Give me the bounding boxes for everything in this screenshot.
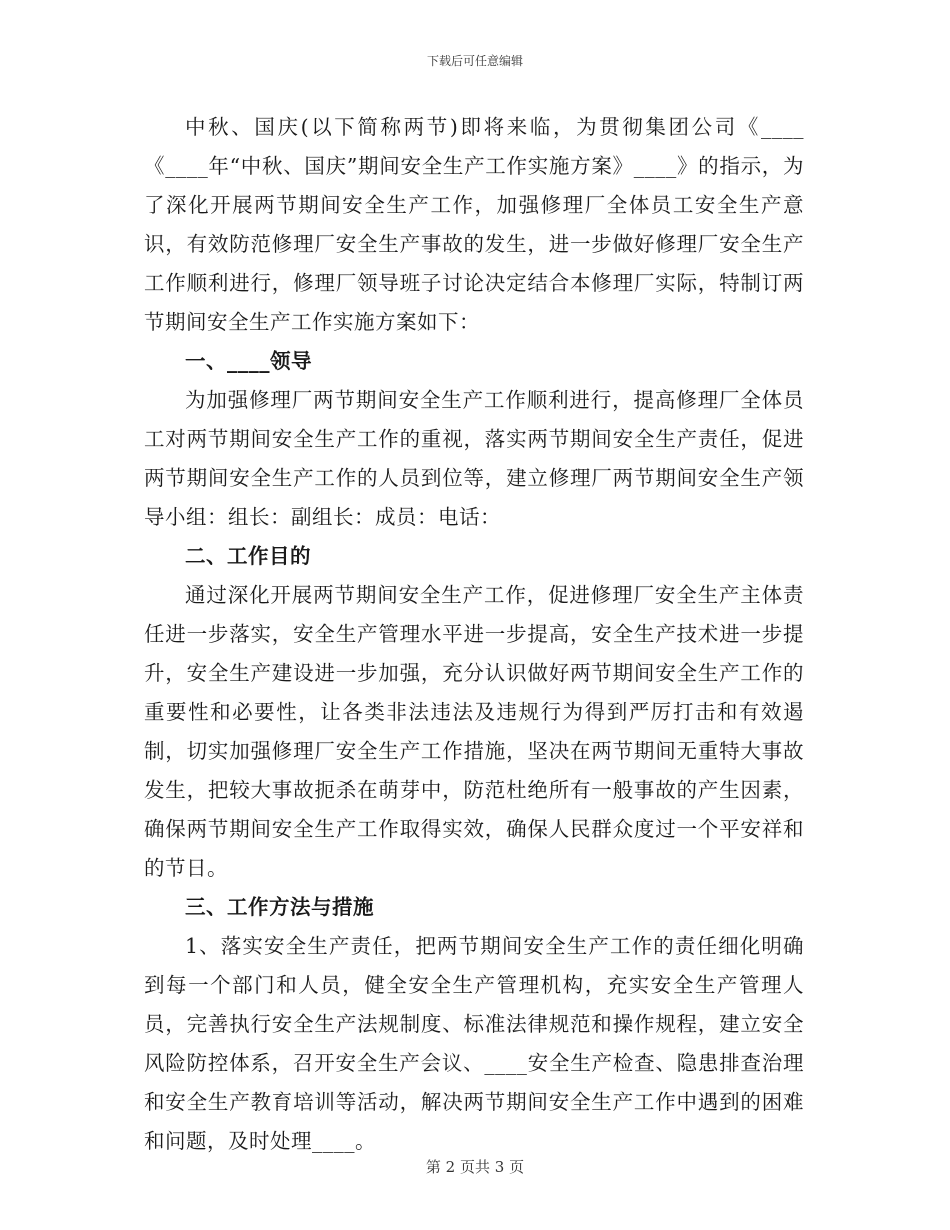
document-body — [144, 108, 804, 1161]
section-2-heading: 二、工作目的 — [185, 544, 311, 568]
section-3-heading: 三、工作方法与措施 — [185, 895, 374, 919]
section-1-heading: 一、____领导 — [185, 349, 312, 373]
intro-paragraph: 中秋、国庆(以下简称两节)即将来临，为贯彻集团公司《____《____年“中秋、国庆”期间安全生产工作实施方案》____》的指示，为了深化开展两节期间安全生产工作，加强修理厂全体员工安全生产意识，有效防范修理厂安全生产事故的发生，进一步做好修理厂安全生产工作顺利进行，修理厂领导班子讨论决定结合本修理厂实际，特制订两节期间安全生产工作实施方案如下： — [144, 115, 804, 334]
section-1-paragraph: 为加强修理厂两节期间安全生产工作顺利进行，提高修理厂全体员工对两节期间安全生产工作的重视，落实两节期间安全生产责任，促进两节期间安全生产工作的人员到位等，建立修理厂两节期间安全生产领导小组：组长：副组长：成员：电话： — [144, 388, 804, 529]
header-note: 下载后可任意编辑 — [426, 54, 523, 68]
page-indicator: 第 2 页共 3 页 — [425, 1158, 525, 1176]
section-3-item-1: 1、落实安全生产责任，把两节期间安全生产工作的责任细化明确到每一个部门和人员，健全安全生产管理机构，充实安全生产管理人员，完善执行安全生产法规制度、标准法律规范和操作规程，建立安全风险防控体系，召开安全生产会议、____安全生产检查、隐患排查治理和安全生产教育培训等活动，解决两节期间安全生产工作中遇到的困难和问题，及时处理____。 — [144, 934, 804, 1153]
section-2-paragraph: 通过深化开展两节期间安全生产工作，促进修理厂安全生产主体责任进一步落实，安全生产管理水平进一步提高，安全生产技术进一步提升，安全生产建设进一步加强，充分认识做好两节期间安全生产工作的重要性和必要性，让各类非法违法及违规行为得到严厉打击和有效遏制，切实加强修理厂安全生产工作措施，坚决在两节期间无重特大事故发生，把较大事故扼杀在萌芽中，防范杜绝所有一般事故的产生因素，确保两节期间安全生产工作取得实效，确保人民群众度过一个平安祥和的节日。 — [144, 583, 804, 880]
